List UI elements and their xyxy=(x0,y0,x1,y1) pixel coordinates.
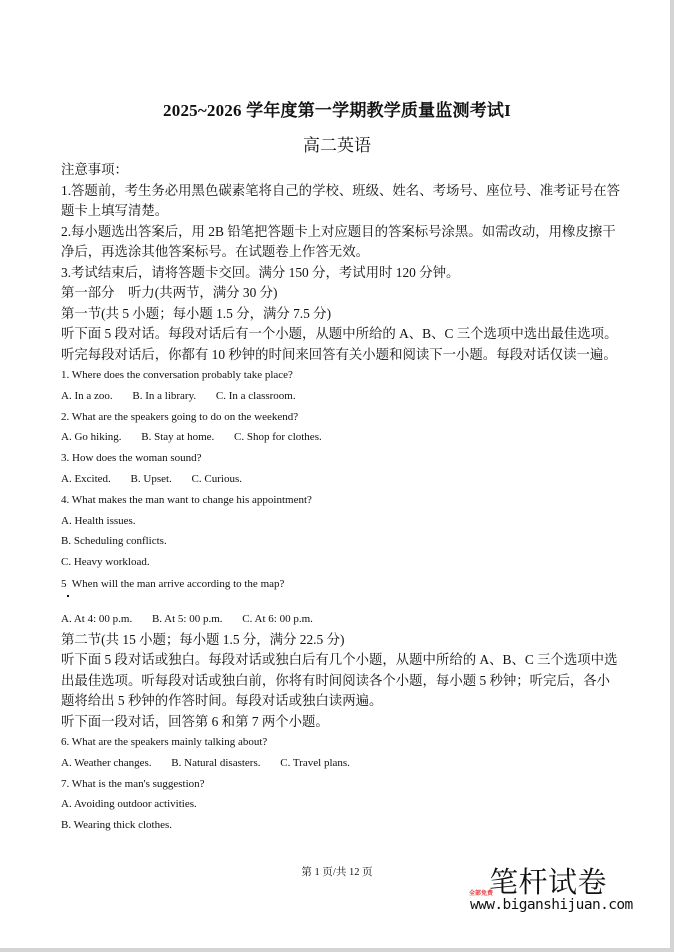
option-a: A. In a zoo. xyxy=(61,389,113,402)
option-c: C. Curious. xyxy=(191,472,242,485)
question-4: 4. What makes the man want to change his appointment? xyxy=(61,493,312,506)
watermark-free-label: 全部免费 xyxy=(469,890,494,897)
question-6: 6. What are the speakers mainly talking about? xyxy=(61,736,268,749)
option-a: A. Avoiding outdoor activities. xyxy=(61,798,197,811)
option-b: B. Natural disasters. xyxy=(171,756,261,769)
section1-heading: 第一节(共 5 小题；每小题 1.5 分，满分 7.5 分) xyxy=(61,305,332,321)
question-3: 3. How does the woman sound? xyxy=(61,452,202,465)
question-5: 5 When will the man arrive according to the map? xyxy=(61,577,285,590)
question-3-options xyxy=(61,469,621,490)
option-c: C. Travel plans. xyxy=(280,756,350,769)
option-b: B. In a library. xyxy=(132,389,197,402)
option-a: A. Weather changes. xyxy=(61,756,152,769)
notice-heading: 注意事项： xyxy=(61,162,128,177)
question-1: 1. Where does the conversation probably take place? xyxy=(61,369,293,381)
section2-instructions: 听下面 5 段对话或独白。每段对话或独白后有几个小题，从题中所给的 A、B、C 三个选项中选出最佳选项。听每段对话或独白前，你将有时间阅读各个小题，每小题 5 秒钟；听完后，各小题将给出 5 秒钟的作答时间。每段对话或独白读两遍。 xyxy=(61,652,618,709)
option-b: B. Stay at home. xyxy=(141,431,215,444)
option-b: B. Scheduling conflicts. xyxy=(61,535,167,548)
watermark-brand: 笔杆试卷 xyxy=(489,865,608,899)
watermark-url: www.biganshijuan.com xyxy=(470,897,633,913)
exam-content xyxy=(61,160,621,836)
notice-item-3: 3.考试结束后，请将答题卡交回。满分 150 分，考试用时 120 分钟。 xyxy=(61,264,460,280)
option-c: C. Heavy workload. xyxy=(61,556,150,569)
notice-item-1: 1.答题前，考生务必用黑色碳素笔将自己的学校、班级、姓名、考场号、座位号、准考证号在答题卡上填写清楚。 xyxy=(61,182,621,218)
option-a: A. Health issues. xyxy=(61,514,136,527)
section2-heading: 第二节(共 15 小题；每小题 1.5 分，满分 22.5 分) xyxy=(61,631,345,647)
question-2: 2. What are the speakers going to do on the weekend? xyxy=(61,410,299,423)
exam-subject: 高二英语 xyxy=(303,136,371,155)
page-indicator: 第 1 页/共 12 页 xyxy=(301,867,373,878)
question-1-options xyxy=(61,386,621,407)
watermark-logo xyxy=(469,864,639,920)
option-a: A. Go hiking. xyxy=(61,431,122,444)
option-b: B. At 5: 00 p.m. xyxy=(151,612,223,625)
option-a: A. Excited. xyxy=(61,472,111,485)
option-b: B. Upset. xyxy=(130,472,172,485)
option-c: C. At 6: 00 p.m. xyxy=(242,612,313,625)
option-c: C. In a classroom. xyxy=(215,389,296,402)
part1-heading: 第一部分 听力(共两节，满分 30 分) xyxy=(61,285,278,300)
option-b: B. Wearing thick clothes. xyxy=(61,819,173,832)
option-c: C. Shop for clothes. xyxy=(234,431,322,444)
option-a: A. At 4: 00 p.m. xyxy=(61,612,133,625)
question-2-options xyxy=(61,427,621,448)
section2-sub-instruction: 听下面一段对话，回答第 6 和第 7 两个小题。 xyxy=(61,713,329,729)
question-6-options xyxy=(61,753,621,774)
stray-dot xyxy=(61,595,621,609)
notice-item-2: 2.每小题选出答案后，用 2B 铅笔把答题卡上对应题目的答案标号涂黑。如需改动，用橡皮擦干净后，再选涂其他答案标号。在试题卷上作答无效。 xyxy=(61,223,616,259)
section1-instructions: 听下面 5 段对话。每段对话后有一个小题，从题中所给的 A、B、C 三个选项中选出最佳选项。听完每段对话后，你都有 10 秒钟的时间来回答有关小题和阅读下一小题。每段对话仅读一遍。 xyxy=(61,326,618,362)
exam-title: 2025~2026 学年度第一学期教学质量监测考试I xyxy=(163,101,511,120)
question-7: 7. What is the man's suggestion? xyxy=(61,777,205,790)
question-5-options xyxy=(61,609,621,630)
